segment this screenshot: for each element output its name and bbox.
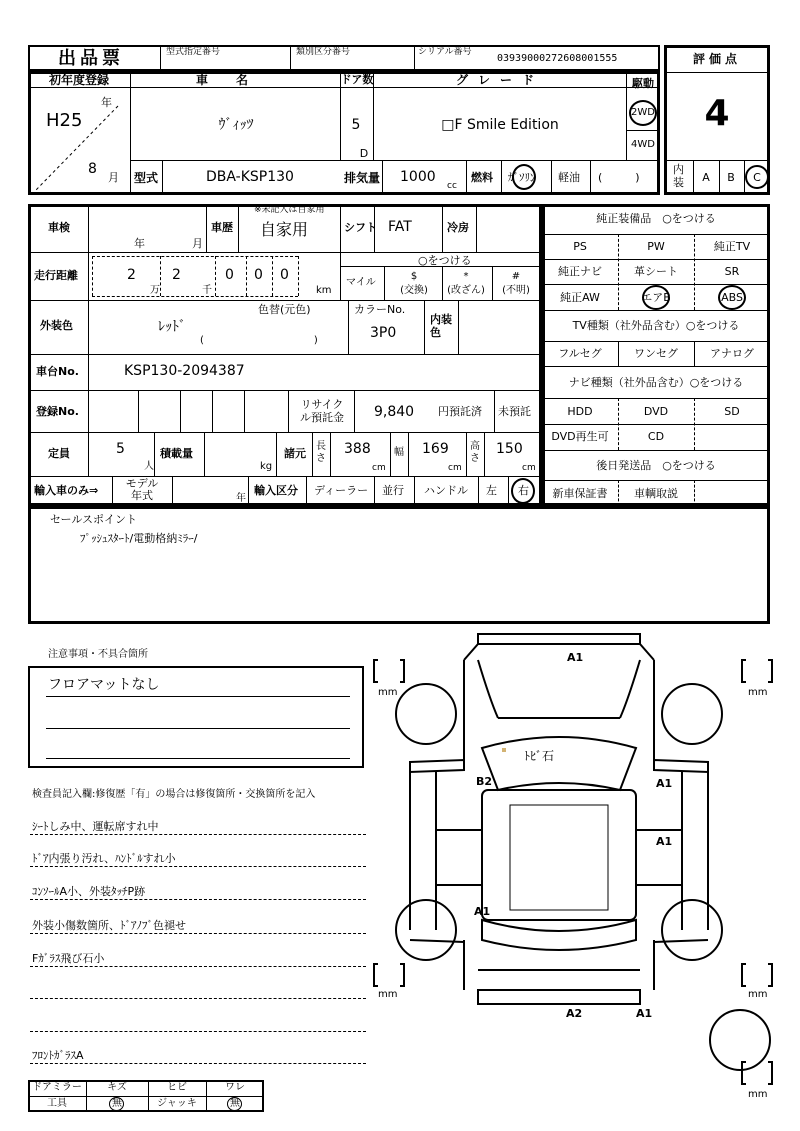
mm-rear-left: mm [378,989,398,1000]
doors-type: D [359,147,369,160]
handle-label: ハンドル [424,484,468,497]
tv-analog: アナログ [710,347,754,360]
tools-circle [109,1097,124,1111]
later-label: 後日発送品 ○をつける [596,459,716,472]
jack-label: ジャッキ [157,1098,197,1109]
mm-front-right: mm [748,687,768,698]
note-line-5: Fｶﾞﾗｽ飛び石小 [32,952,105,965]
length-unit: cm [372,463,386,473]
model-year-label: モデル年式 [125,477,159,502]
color-change-label: 色替(元色) [258,303,311,316]
mileage-mark-note: ○をつける [418,254,472,267]
nav-label: ナビ種類（社外品含む）○をつける [568,376,744,389]
mark-left-quarter: A1 [474,905,491,918]
unknown-top: # [511,271,521,282]
equip-airbag: エアB [641,291,671,304]
displacement-unit: cc [447,181,457,191]
mark-front-bumper: A1 [567,651,584,664]
color-value: ﾚｯﾄﾞ [158,319,186,335]
fuel-label: 燃料 [471,171,493,184]
crack-label: ヒビ [167,1082,187,1093]
mm-spare: mm [748,1089,768,1100]
model-value: DBA-KSP130 [206,169,294,185]
sales-point-box [28,506,770,624]
category-label: 類別区分番号 [296,47,351,57]
color-no-label: カラーNo. [354,303,406,316]
mark-left-front-door: B2 [476,775,493,788]
later-manual: 車輌取説 [634,487,678,500]
drive-label: 駆動 [632,77,654,90]
length-value: 388 [344,441,371,457]
mirror-label: ドアミラー [32,1082,82,1093]
tv-oneseg: ワンセグ [634,347,678,360]
mm-front-left: mm [378,687,398,698]
first-reg-era: H25 [46,110,83,131]
note-line-1: ｼｰﾄしみ中、運転席すれ中 [32,820,159,833]
inspector-label: 検査員記入欄:修復歴「有」の場合は修復箇所・交換箇所を記入 [32,789,316,800]
doors-label: ドア数 [340,73,374,86]
nav-cd: CD [647,430,665,443]
score-label: 評価点 [692,52,742,66]
note-line-4: 外装小傷数箇所、ﾄﾞｱﾉﾌﾞ色褪せ [32,919,186,932]
drive-2wd: 2WD [631,107,655,118]
height-unit: cm [522,463,536,473]
shift-value: FAT [388,219,412,235]
history-value: 自家用 [260,220,309,239]
equip-tv: 純正TV [713,240,751,253]
month-suffix: 月 [108,171,119,184]
import-class-label: 輸入区分 [254,484,298,497]
form-title: 出品票 [58,48,124,69]
fuel-gas-circle [512,164,536,190]
caution-text: フロアマットなし [48,677,160,693]
inspection-year: 年 [134,237,145,250]
nav-dvd-play: DVD再生可 [551,430,609,443]
width-label: 幅 [394,447,404,458]
equip-abs: ABS [721,291,743,304]
mileage-sen: 千 [202,285,212,296]
mileage-man: 万 [150,285,160,296]
color-paren: ( ) [200,335,318,346]
inspection-month: 月 [192,237,203,250]
shift-label: シフト [344,221,377,234]
jack-circle [227,1097,242,1111]
scratch-label: キズ [107,1082,127,1093]
import-label: 輸入車のみ⇒ [34,484,99,497]
equip-aw: 純正AW [560,291,600,304]
ac-label: 冷房 [447,221,469,234]
interior-grade-label: 内装 [673,163,684,189]
sales-text: ﾌﾟｯｼｭｽﾀｰﾄ/電動格納ﾐﾗｰ/ [80,532,198,545]
tv-fullseg: フルセグ [558,347,602,360]
genuine-label: 純正装備品 ○をつける [596,212,716,225]
exchange-bottom: (交換) [400,285,428,296]
tv-label: TV種類（社外品含む）○をつける [572,319,740,332]
jack-value: 無 [230,1098,240,1109]
name-label: 車名 [195,73,277,87]
model-year-unit: 年 [236,493,246,504]
fuel-diesel: 軽油 [558,171,580,184]
recycle-not: 未預託 [498,405,531,418]
equip-navi: 純正ナビ [558,265,602,278]
name-value: ｳﾞｨｯﾂ [218,117,254,133]
load-label: 積載量 [160,447,193,460]
history-note: ※未記入は自家用 [254,205,325,215]
import-dealer: ディーラー [314,484,369,497]
mileage-digit-3: 0 [225,267,234,283]
mileage-digit-5: 0 [280,267,289,283]
displacement-label: 排気量 [344,171,381,185]
model-designation-label: 型式指定番号 [166,47,221,57]
car-diagram [370,630,790,1110]
mileage-km: km [316,285,332,296]
fuel-other: ( ) [598,171,640,184]
sales-label: セールスポイント [50,513,138,526]
color-label: 外装色 [40,319,73,332]
equip-leather: 革シート [634,265,678,278]
score-value: 4 [704,93,730,134]
inspection-label: 車検 [48,221,70,234]
nav-hdd: HDD [567,405,593,418]
recycle-label: リサイクル預託金 [300,398,344,424]
mark-right-front-door: A1 [656,777,673,790]
color-no-value: 3P0 [370,325,397,341]
details-block [28,204,542,506]
history-label: 車歴 [211,221,233,234]
note-line-2: ﾄﾞｱ内張り汚れ、ﾊﾝﾄﾞﾙすれ小 [32,852,176,865]
note-line-8: ﾌﾛﾝﾄｶﾞﾗｽA [32,1049,84,1062]
serial-label: シリアル番号 [418,47,472,57]
doors-value: 5 [351,117,361,133]
equip-pw: PW [647,240,665,253]
interior-c-circle [745,165,769,189]
serial-value: 03939000272608001555 [497,53,618,64]
chassis-value: KSP130-2094387 [124,363,245,379]
height-value: 150 [496,441,523,457]
mileage-digit-4: 0 [254,267,263,283]
interior-a: A [702,171,710,184]
tools-label: 工具 [47,1098,67,1109]
interior-c: C [753,171,761,184]
capacity-value: 5 [116,441,125,457]
exchange-top: $ [410,271,418,282]
recycle-value: 9,840 [374,404,415,420]
mileage-label: 走行距離 [34,269,78,282]
equip-ps: PS [573,240,587,253]
load-unit: kg [260,461,273,472]
mark-windshield: ﾄﾋﾞ石 [524,749,555,763]
first-reg-label: 初年度登録 [48,73,110,87]
tampered-bottom: (改ざん) [447,285,485,296]
capacity-unit: 人 [144,461,154,472]
import-parallel: 並行 [382,484,404,497]
interior-color-label: 内装色 [430,313,452,339]
tampered-top: * [463,271,469,282]
mileage-mile: マイル [346,277,376,288]
grade-label: グレード [455,73,545,87]
equip-airbag-circle [642,285,670,310]
note-line-3: ｺﾝｿｰﾙA小、外装ﾀｯﾁP跡 [32,885,146,898]
model-label: 型式 [134,171,159,185]
length-label: 長さ [316,441,326,464]
later-warranty: 新車保証書 [552,487,608,500]
caution-label: 注意事項・不具合箇所 [48,649,148,660]
unknown-bottom: (不明) [502,285,530,296]
first-reg-diagonal [28,88,130,195]
displacement-value: 1000 [400,169,436,185]
first-reg-month: 8 [88,161,97,177]
handle-left: 左 [486,484,497,497]
mileage-digit-2: 2 [172,267,181,283]
drive-2wd-circle [629,100,657,126]
dims-label: 諸元 [284,447,306,460]
mark-rear-bumper: A2 [566,1007,583,1020]
mm-rear-right: mm [748,989,768,1000]
tools-value: 無 [112,1098,122,1109]
grade-value: □F Smile Edition [441,117,559,133]
fuel-gas: ｶﾞｿﾘﾝ [508,171,536,184]
break-label: ワレ [225,1082,245,1093]
nav-dvd: DVD [643,405,669,418]
mark-right-rear-door: A1 [656,835,673,848]
handle-right: 右 [518,484,529,497]
handle-right-circle [511,478,535,504]
nav-sd: SD [724,405,740,418]
width-unit: cm [448,463,462,473]
year-suffix: 年 [101,96,112,109]
height-label: 高さ [470,441,480,464]
capacity-label: 定員 [48,447,70,460]
equip-sr: SR [724,265,740,278]
recycle-deposited: 円預託済 [438,405,482,418]
chassis-label: 車台No. [36,365,79,378]
mileage-digit-1: 2 [127,267,136,283]
reg-label: 登録No. [36,405,79,418]
drive-4wd: 4WD [631,139,655,150]
equip-abs-circle [718,285,746,310]
interior-b: B [727,171,735,184]
mark-rear-right: A1 [636,1007,653,1020]
width-value: 169 [422,441,449,457]
